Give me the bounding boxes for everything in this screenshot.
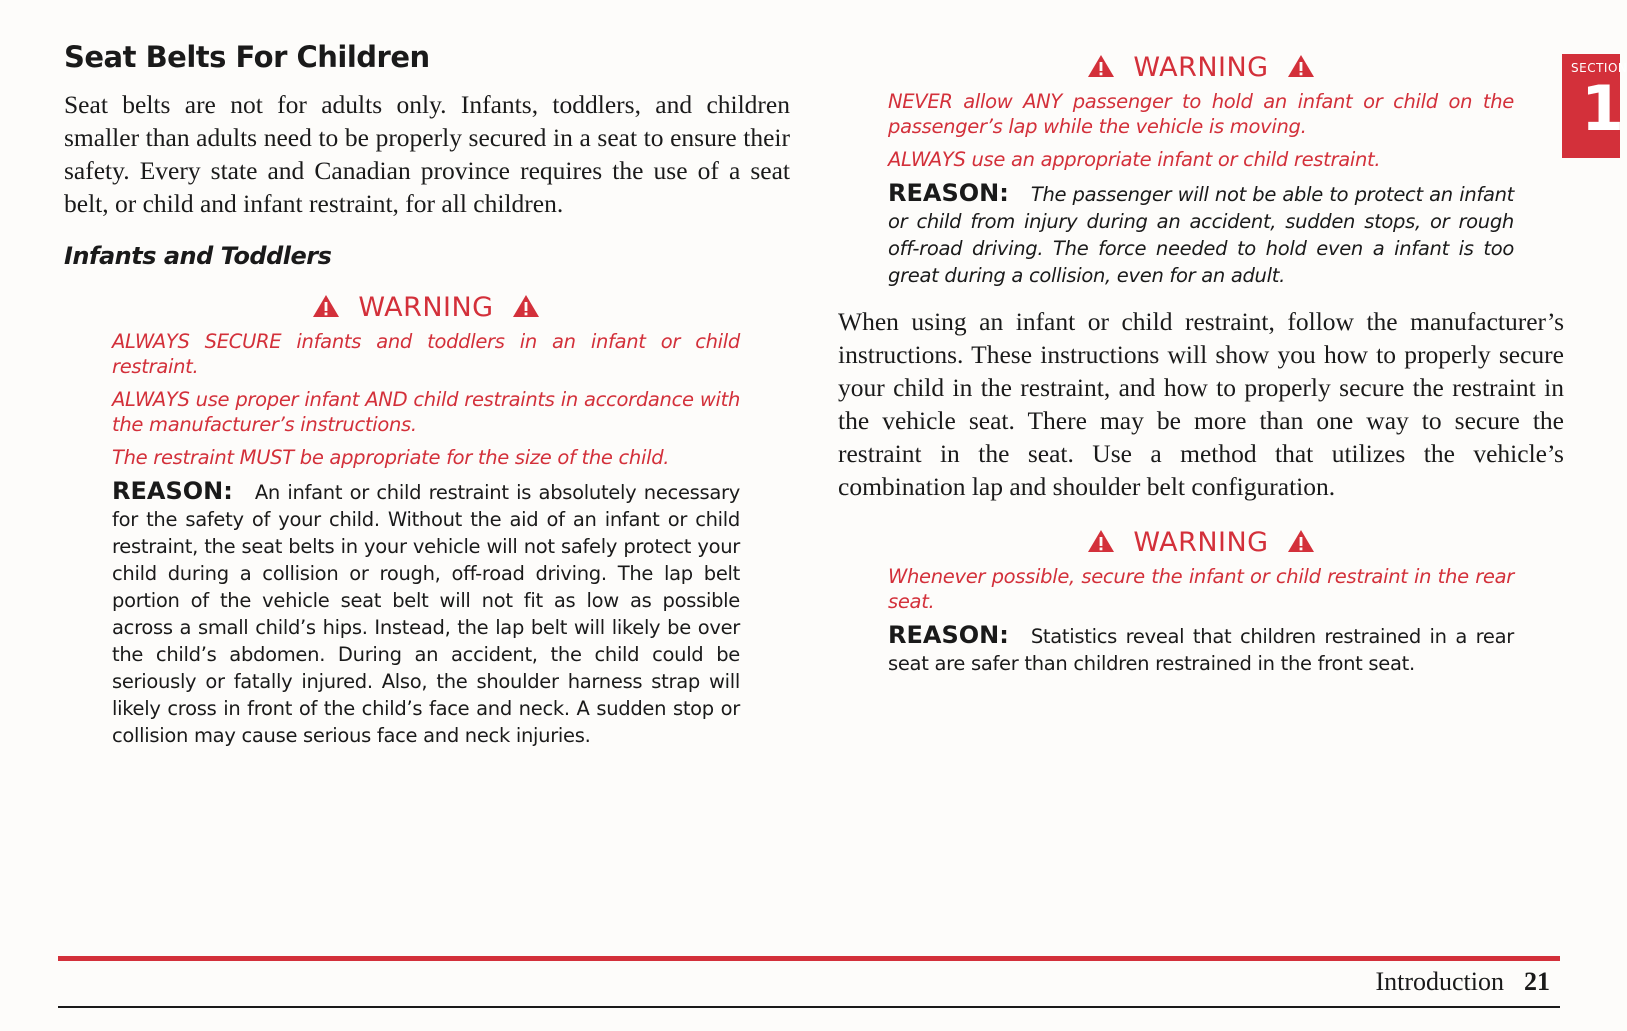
- warning-heading: [888, 52, 1514, 83]
- reason-label: REASON:: [888, 179, 1009, 207]
- page-left-column: [64, 40, 790, 749]
- warning-line: NEVER allow ANY passenger to hold an infant or child on the passenger’s lap while the vehicle is moving.: [888, 90, 1514, 138]
- page-footer: [1375, 967, 1550, 997]
- warning-heading: [888, 527, 1514, 558]
- warning-block-lap: [838, 52, 1564, 289]
- warning-label: WARNING: [1133, 52, 1269, 83]
- reason-label: REASON:: [888, 621, 1009, 649]
- section-tab: [1562, 54, 1627, 158]
- footer-section-name: Introduction: [1375, 967, 1504, 996]
- reason-paragraph: [888, 180, 1514, 289]
- footer-red-rule: [58, 956, 1560, 961]
- page-right-column: [838, 52, 1564, 677]
- section-tab-label: SECTION: [1571, 61, 1627, 75]
- reason-text: An infant or child restraint is absolutely necessary for the safety of your child. Without the aid of an infant or child restraint, the seat belts in your vehicle will not safely protect your child during a collision or rough, off-road driving. The lap belt portion of the vehicle seat belt will not fit as low as possible across a small child’s hips. Instead, the lap belt will likely be over the child’s abdomen. During an accident, the child could be seriously or fatally injured. Also, the shoulder harness strap will likely cross in front of the child’s face and neck. A sudden stop or collision may cause serious face and neck injuries.: [112, 481, 740, 747]
- subheading-infants-toddlers: Infants and Toddlers: [64, 242, 332, 270]
- warning-line: Whenever possible, secure the infant or child restraint in the rear seat.: [888, 565, 1514, 613]
- footer-black-rule: [58, 1006, 1560, 1008]
- page-title: Seat Belts For Children: [64, 40, 430, 74]
- reason-text: Statistics reveal that children restrained in a rear seat are safer than children restrained in the front seat.: [888, 625, 1514, 675]
- intro-paragraph: Seat belts are not for adults only. Infants, toddlers, and children smaller than adults need to be properly secured in a seat to ensure their safety. Every state and Canadian province requires the use of a seat belt, or child and infant restraint, for all children.: [64, 90, 790, 218]
- warning-line: ALWAYS use an appropriate infant or child restraint.: [888, 148, 1381, 171]
- reason-label: REASON:: [112, 477, 233, 505]
- warning-heading: [112, 292, 740, 323]
- warning-line: ALWAYS SECURE infants and toddlers in an infant or child restraint.: [112, 330, 740, 378]
- warning-triangle-icon: [1087, 529, 1115, 553]
- warning-label: WARNING: [1133, 527, 1269, 558]
- warning-triangle-icon: [1087, 54, 1115, 78]
- page-number: 21: [1524, 967, 1550, 996]
- warning-label: WARNING: [358, 292, 494, 323]
- section-tab-number: 1: [1581, 72, 1625, 145]
- reason-text: The passenger will not be able to protect an infant or child from injury during an accident, sudden stops, or rough off-road driving. The force needed to hold even a infant is too great during a collision, even for an adult.: [888, 183, 1514, 287]
- warning-triangle-icon: [1287, 529, 1315, 553]
- warning-triangle-icon: [312, 294, 340, 318]
- reason-paragraph: [888, 622, 1514, 677]
- warning-block-rear-seat: [838, 527, 1564, 677]
- warning-line: ALWAYS use proper infant AND child restraints in accordance with the manufacturer’s instructions.: [112, 388, 740, 436]
- warning-triangle-icon: [1287, 54, 1315, 78]
- reason-paragraph: [112, 478, 740, 749]
- warning-triangle-icon: [512, 294, 540, 318]
- warning-line: The restraint MUST be appropriate for the size of the child.: [112, 446, 670, 469]
- restraint-instructions-paragraph: When using an infant or child restraint, follow the manufacturer’s instructions. These instructions will show you how to properly secure your child in the restraint, and how to properly secure the restraint in the vehicle seat. There may be more than one way to secure the restraint in the seat. Use a method that utilizes the vehicle’s combination lap and shoulder belt configuration.: [838, 307, 1564, 501]
- warning-block-infants: [64, 292, 790, 749]
